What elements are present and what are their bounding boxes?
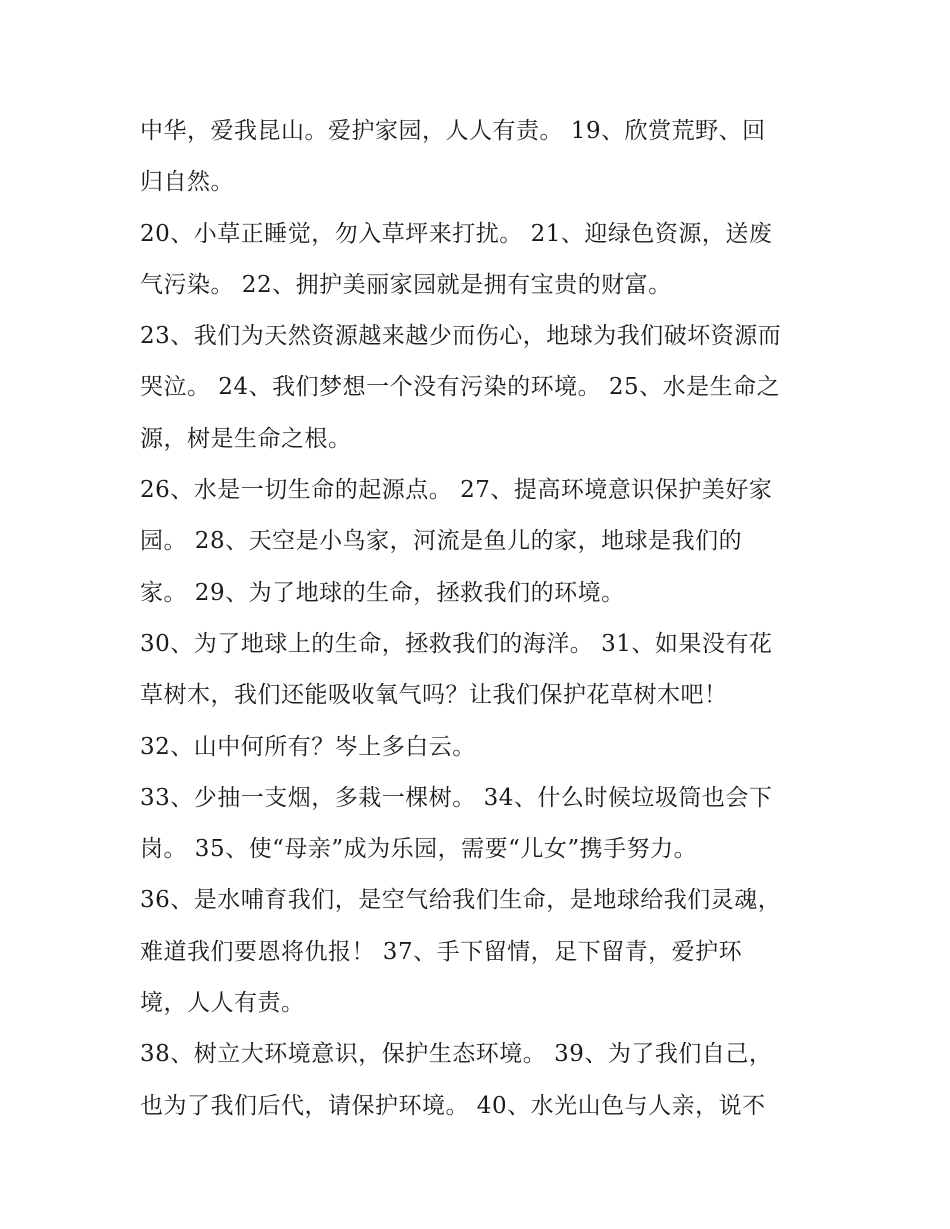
text-line: 32、山中何所有？岑上多白云。 [140, 733, 476, 760]
body-text [140, 106, 820, 1132]
text-line: 哭泣。 24、我们梦想一个没有污染的环境。 25、水是生命之 [140, 374, 781, 401]
text-line: 33、少抽一支烟，多栽一棵树。 34、什么时候垃圾筒也会下 [140, 784, 773, 811]
text-line: 难道我们要恩将仇报！ 37、手下留情，足下留青，爱护环 [140, 938, 743, 965]
text-line: 岗。 35、使“母亲”成为乐园，需要“儿女”携手努力。 [140, 836, 698, 863]
text-line: 气污染。 22、拥护美丽家园就是拥有宝贵的财富。 [140, 271, 672, 298]
text-line: 源，树是生命之根。 [140, 425, 352, 452]
text-line: 园。 28、天空是小鸟家，河流是鱼儿的家，地球是我们的 [140, 528, 743, 555]
text-line: 38、树立大环境意识，保护生态环境。 39、为了我们自己， [140, 1041, 773, 1068]
text-line: 草树木，我们还能吸收氧气吗？让我们保护花草树木吧！ [140, 682, 728, 709]
text-line: 也为了我们后代，请保护环境。 40、水光山色与人亲，说不 [140, 1092, 766, 1119]
text-line: 境，人人有责。 [140, 990, 305, 1017]
text-line: 归自然。 [140, 169, 234, 196]
text-line: 30、为了地球上的生命，拯救我们的海洋。 31、如果没有花 [140, 630, 773, 657]
text-line: 家。 29、为了地球的生命，拯救我们的环境。 [140, 579, 625, 606]
text-line: 23、我们为天然资源越来越少而伤心，地球为我们破坏资源而 [140, 323, 782, 350]
text-line: 26、水是一切生命的起源点。 27、提高环境意识保护美好家 [140, 477, 773, 504]
text-line: 20、小草正睡觉，勿入草坪来打扰。 21、迎绿色资源，送废 [140, 220, 773, 247]
text-line: 36、是水哺育我们，是空气给我们生命，是地球给我们灵魂， [140, 887, 782, 914]
text-line: 中华，爱我昆山。爱护家园，人人有责。 19、欣赏荒野、回 [140, 118, 766, 144]
